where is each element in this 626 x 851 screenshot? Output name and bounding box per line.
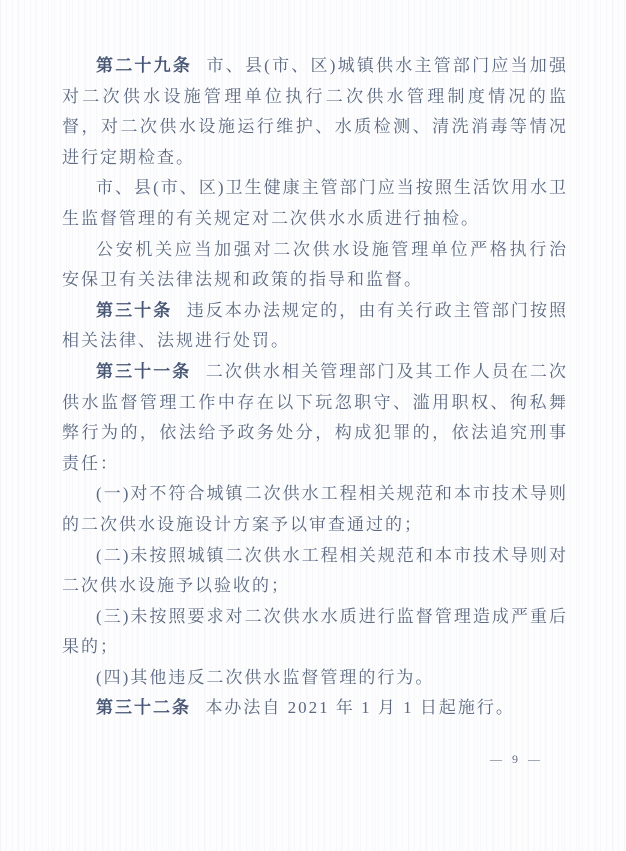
article-30-text: 违反本办法规定的，由有关行政主管部门按照相关法律、法规进行处罚。 <box>62 300 569 351</box>
page-number: — 9 — <box>490 752 541 766</box>
article-29-subparagraph-health <box>62 173 568 234</box>
article-31-item-1 <box>62 479 568 540</box>
document-body <box>62 51 568 724</box>
article-30-paragraph <box>62 296 568 357</box>
paragraph-text: 公安机关应当加强对二次供水设施管理单位严格执行治安保卫有关法律法规和政策的指导和监督。 <box>62 239 568 290</box>
article-29-paragraph <box>62 51 568 173</box>
article-31-item-4 <box>62 663 568 694</box>
article-32-paragraph <box>62 693 568 724</box>
article-31-paragraph <box>62 357 568 479</box>
list-item-text: (四)其他违反二次供水监督管理的行为。 <box>96 667 435 687</box>
article-29-text: 市、县(市、区)城镇供水主管部门应当加强对二次供水设施管理单位执行二次供水管理制度情况的监督，对二次供水设施运行维护、水质检测、清洗消毒等情况进行定期检查。 <box>62 56 568 167</box>
article-29-subparagraph-police <box>62 235 568 296</box>
list-item-text: (一)对不符合城镇二次供水工程相关规范和本市技术导则的二次供水设施设计方案予以审查通过的； <box>62 484 568 534</box>
article-30-number: 第三十条 <box>96 300 173 320</box>
article-31-number: 第三十一条 <box>96 361 192 381</box>
list-item-text: (二)未按照城镇二次供水工程相关规范和本市技术导则对二次供水设施予以验收的； <box>62 545 568 596</box>
article-31-text: 二次供水相关管理部门及其工作人员在二次供水监督管理工作中存在以下玩忽职守、滥用职权、徇私舞弊行为的，依法给予政务处分，构成犯罪的，依法追究刑事责任： <box>62 361 569 473</box>
paragraph-text: 市、县(市、区)卫生健康主管部门应当按照生活饮用水卫生监督管理的有关规定对二次供水水质进行抽检。 <box>62 178 568 228</box>
article-32-text: 本办法自 2021 年 1 月 1 日起施行。 <box>205 698 515 718</box>
article-32-number: 第三十二条 <box>96 698 191 718</box>
list-item-text: (三)未按照要求对二次供水水质进行监督管理造成严重后果的； <box>62 606 568 657</box>
article-31-item-3 <box>62 602 568 663</box>
article-29-number: 第二十九条 <box>96 56 193 75</box>
article-31-item-2 <box>62 541 568 602</box>
